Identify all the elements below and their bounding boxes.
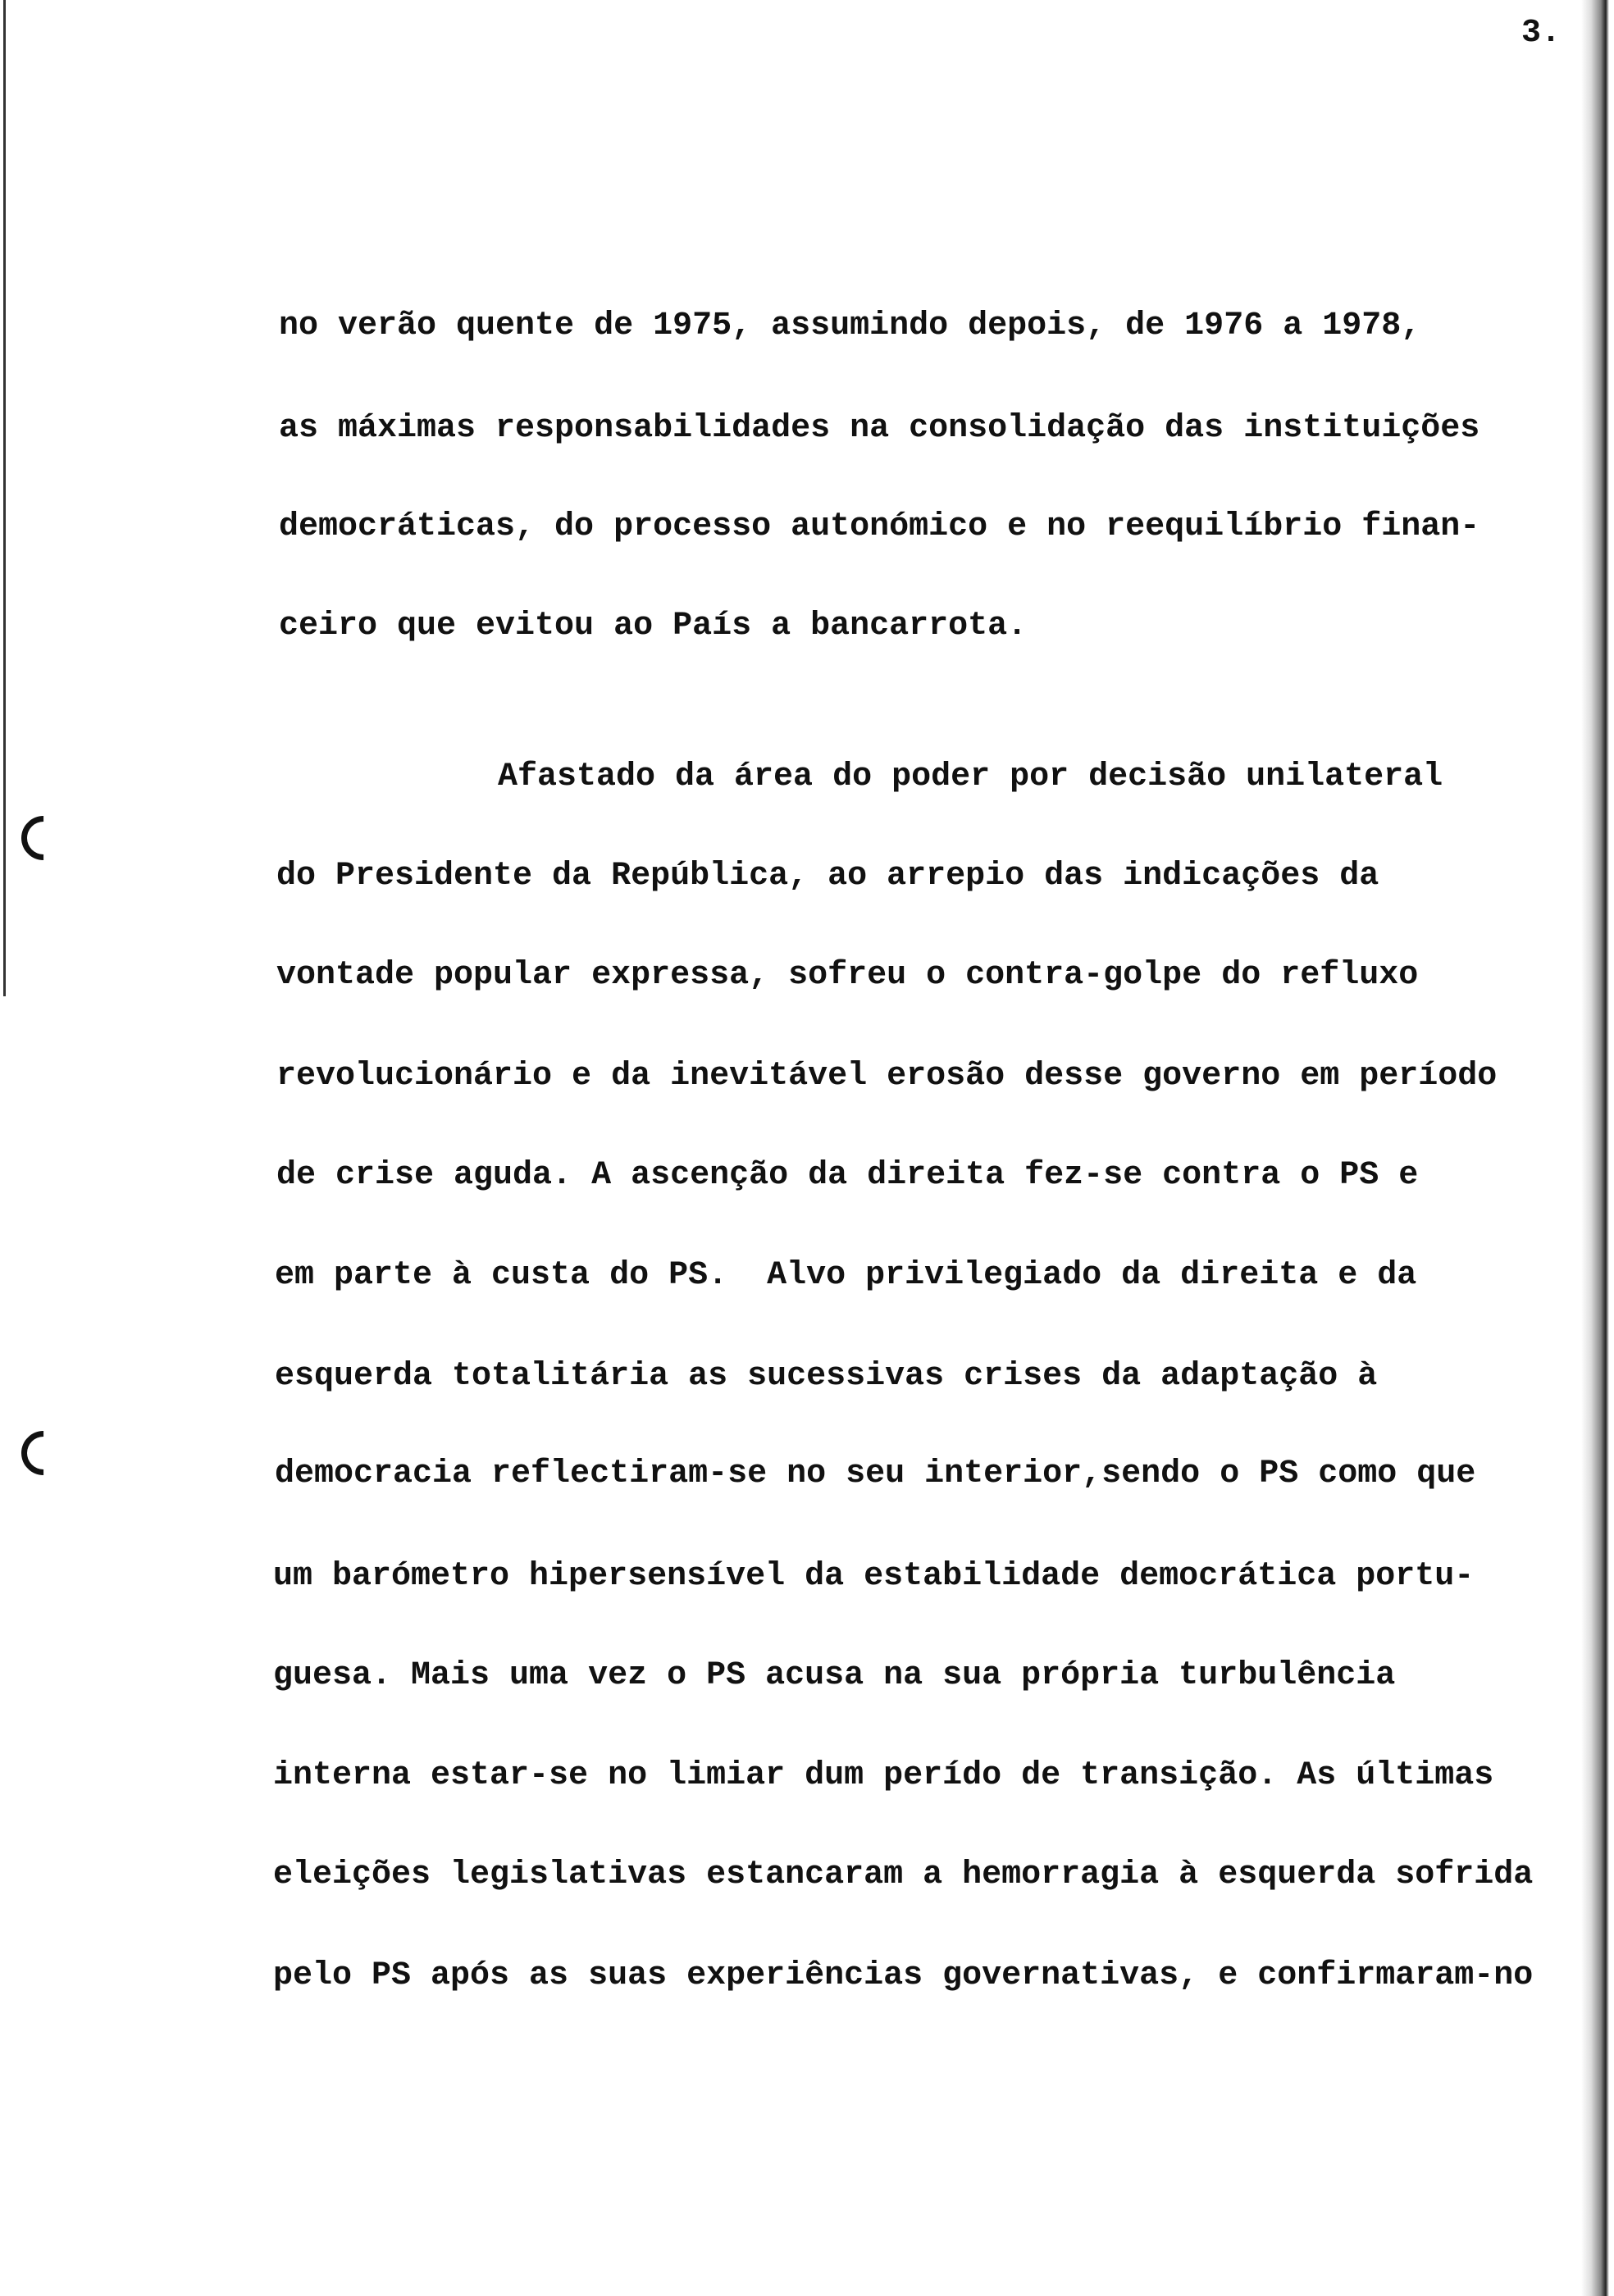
text-line: Afastado da área do poder por decisão unilateral [498, 758, 1443, 795]
text-line: em parte à custa do PS. Alvo privilegiado da direita e da [275, 1257, 1417, 1294]
punch-hole-bottom [12, 1422, 75, 1484]
page-edge-left [3, 0, 6, 996]
page-edge-right [1581, 0, 1614, 2296]
text-line: democráticas, do processo autonómico e no reequilíbrio finan- [279, 508, 1480, 545]
text-line: vontade popular expressa, sofreu o contra-golpe do refluxo [276, 957, 1419, 994]
text-line: guesa. Mais uma vez o PS acusa na sua própria turbulência [273, 1657, 1396, 1694]
text-line: as máximas responsabilidades na consolidação das instituições [279, 410, 1480, 447]
text-line: eleições legislativas estancaram a hemorragia à esquerda sofrida [273, 1856, 1534, 1893]
text-line: interna estar-se no limiar dum perído de transição. As últimas [273, 1757, 1494, 1794]
text-line: democracia reflectiram-se no seu interior,sendo o PS como que [275, 1456, 1476, 1492]
text-line: um barómetro hipersensível da estabilidade democrática portu- [273, 1558, 1475, 1595]
text-line: esquerda totalitária as sucessivas crises da adaptação à [275, 1358, 1378, 1395]
text-line: pelo PS após as suas experiências governativas, e confirmaram-no [273, 1957, 1534, 1994]
page-number: 3. [1521, 15, 1562, 52]
text-line: de crise aguda. A ascenção da direita fez-se contra o PS e [276, 1157, 1419, 1194]
text-line: do Presidente da República, ao arrepio das indicações da [276, 858, 1379, 895]
punch-hole-top [12, 807, 75, 869]
text-line: ceiro que evitou ao País a bancarrota. [279, 608, 1028, 645]
text-line: no verão quente de 1975, assumindo depois, de 1976 a 1978, [279, 308, 1421, 344]
text-line: revolucionário e da inevitável erosão desse governo em período [276, 1058, 1498, 1095]
